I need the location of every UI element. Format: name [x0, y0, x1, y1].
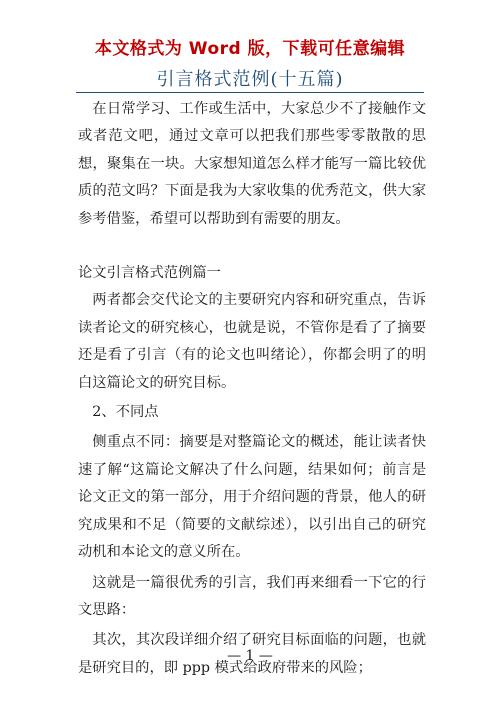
document-title: 引言格式范例(十五篇)	[156, 69, 344, 90]
body-paragraph: 侧重点不同：摘要是对整篇论文的概述，能让读者快速了解“这篇论文解决了什么问题，结果如何；前言是论文正文的第一部分，用于介绍问题的背景，他人的研究成果和不足（简要的文献综述），以引出自己的研究动机和本论文的意义所在。	[78, 434, 426, 561]
section-heading: 论文引言格式范例篇一	[78, 265, 221, 282]
body-paragraph: 其次，其次段详细介绍了研究目标面临的问题，也就是研究目的，即 ppp 模式给政府带来的风险；	[78, 632, 426, 676]
document-body	[78, 96, 426, 682]
body-paragraph: 这就是一篇很优秀的引言，我们再来细看一下它的行文思路：	[78, 574, 426, 618]
numbered-subheading: 2、不同点	[92, 404, 159, 421]
page-number: — 1 —	[227, 648, 273, 664]
header-banner: 本文格式为 Word 版，下载可任意编辑	[94, 39, 406, 59]
intro-paragraph: 在日常学习、工作或生活中，大家总少不了接触作文或者范文吧，通过文章可以把我们那些零零散散的思想，聚集在一块。大家想知道怎么样才能写一篇比较优质的范文吗？下面是我为大家收集的优秀范文，供大家参考借鉴，希望可以帮助到有需要的朋友。	[78, 101, 426, 227]
body-paragraph: 两者都会交代论文的主要研究内容和研究重点，告诉读者论文的研究核心，也就是说，不管你是看了了摘要还是看了引言（有的论文也叫绪论），你都会明了的明白这篇论文的研究目标。	[78, 292, 426, 391]
title-rule	[76, 92, 424, 93]
